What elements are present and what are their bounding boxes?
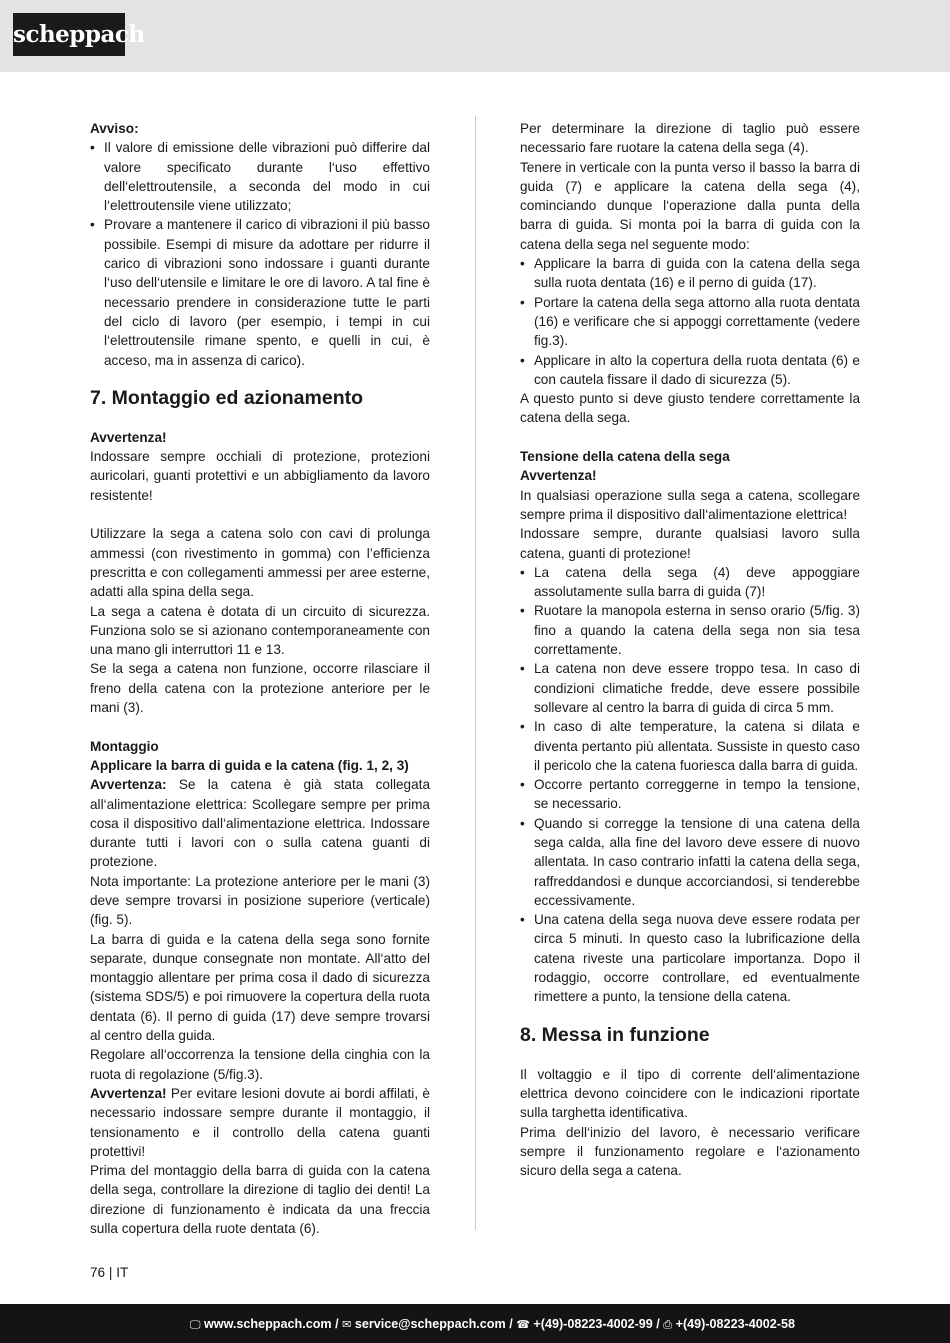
- footer-bar: 🖵 www.scheppach.com / ✉ service@scheppach.com / ☎ +(49)-08223-4002-99 / ⎙ +(49)-08223-4002-58: [0, 1304, 950, 1343]
- paragraph: La barra di guida e la catena della sega sono fornite separate, dunque consegnate non montate. All‘atto del montaggio allentare per prima cosa il dado di sicurezza (sistema SDS/5) e poi rimuovere la copertura della ruota dentata (6). Il perno di guida (17) deve sempre trovarsi al centro della guida.: [90, 931, 430, 1044]
- logo-text: scheppach: [13, 21, 145, 48]
- paragraph: A questo punto si deve giusto tendere correttamente la catena della sega.: [520, 391, 860, 426]
- left-column: [90, 119, 430, 1238]
- right-column: [520, 119, 860, 1180]
- paragraph: Prima del montaggio della barra di guida con la catena della sega, controllare la direzione di taglio dei denti! La direzione di funzionamento è indicata da una freccia sulla copertura della ruote dentata (6).: [90, 1163, 430, 1237]
- list-item: • Provare a mantenere il carico di vibrazioni il più basso possibile. Esempi di misure da adottare per ridurre il carico di vibrazioni sono indossare i guanti durante l‘uso dell‘utensile e limitare le ore di lavoro. A tal fine è necessario prendere in considerazione tutte le parti del ciclo di lavoro (per esempio, i tempi in cui l‘elettroutensile rimane spento, e quelli in cui, è acceso, ma in assenza di carico).: [90, 217, 430, 368]
- section-7-heading: 7. Montaggio ed azionamento: [90, 386, 364, 409]
- paragraph: Nota importante: La protezione anteriore per le mani (3) deve sempre trovarsi in posizione superiore (verticale) (fig. 5).: [90, 873, 430, 928]
- list-item: • La catena della sega (4) deve appoggiare assolutamente sulla barra di guida (7)!: [520, 564, 860, 600]
- list-item: • Una catena della sega nuova deve essere rodata per circa 5 minuti. In questo caso la lubrificazione della catena riveste una particolare importanza. Dopo il rodaggio, occorre controllare, ed eventualmente rimettere a punto, la tensione della catena.: [520, 912, 860, 1005]
- envelope-icon: ✉: [342, 1319, 352, 1331]
- paragraph: In qualsiasi operazione sulla sega a catena, scollegare sempre prima il dispositivo dall‘alimentazione elettrica!: [520, 487, 860, 522]
- applicare-title: Applicare la barra di guida e la catena (fig. 1, 2, 3): [90, 757, 409, 773]
- list-item: • Applicare la barra di guida con la catena della sega sulla ruota dentata (16) e il perno di guida (17).: [520, 256, 860, 291]
- tensione-title: Tensione della catena della sega: [520, 449, 730, 465]
- footer-phone: +(49)-08223-4002-99: [533, 1317, 653, 1331]
- page-number: 76 | IT: [90, 1265, 129, 1280]
- footer-website[interactable]: www.scheppach.com: [203, 1317, 332, 1331]
- list-item: • In caso di alte temperature, la catena si dilata e diventa pertanto più allentata. Sussiste in questo caso il pericolo che la catena fuoriesca dalla barra di guida.: [520, 719, 860, 773]
- paragraph: Indossare sempre, durante qualsiasi lavoro sulla catena, guanti di protezione!: [520, 526, 860, 561]
- column-divider: [475, 116, 476, 1230]
- paragraph: Se la sega a catena non funzione, occorre rilasciare il freno della catena con la protezione anteriore per le mani (3).: [90, 661, 430, 716]
- montaggio-title: Montaggio: [90, 738, 159, 754]
- paragraph: Regolare all‘occorrenza la tensione della cinghia con la ruota di regolazione (5/fig.3).: [90, 1047, 430, 1082]
- paragraph: Tenere in verticale con la punta verso il basso la barra di guida (7) e applicare la catena della sega (4), cominciando dunque l‘operazione dalla punta della barra di guida. Si monta poi la barra di guida con la catena della sega nel seguente modo:: [520, 159, 860, 252]
- paragraph: Utilizzare la sega a catena solo con cavi di prolunga ammessi (con rivestimento in gomma) con l’efficienza prescritta e con collegamenti ammessi per aree esterne, adatti alla spina della sega.: [90, 526, 430, 600]
- list-item: • Occorre pertanto correggerne in tempo la tensione, se necessario.: [520, 777, 860, 812]
- paragraph: Prima dell‘inizio del lavoro, è necessario verificare sempre il funzionamento regolare e l‘azionamento sicuro della sega a catena.: [520, 1124, 860, 1179]
- paragraph: Per determinare la direzione di taglio può essere necessario fare ruotare la catena della sega (4).: [520, 121, 860, 156]
- paragraph: Indossare sempre occhiali di protezione, protezioni auricolari, guanti protettivi e un abbigliamento da lavoro resistente!: [90, 449, 430, 503]
- monitor-icon: 🖵: [189, 1319, 201, 1331]
- paragraph: Avvertenza: Se la catena è già stata collegata all‘alimentazione elettrica: Scollegare sempre per prima cosa il dispositivo dall‘alimentazione elettrica. Indossare durante tutti i lavori con o sulla catena guanti di protezione.: [90, 777, 430, 870]
- avvertenza-title: Avvertenza!: [520, 468, 597, 484]
- section-8-heading: 8. Messa in funzione: [520, 1023, 710, 1046]
- list-item: • Ruotare la manopola esterna in senso orario (5/fig. 3) fino a quando la catena della sega non sia tesa correttamente.: [520, 603, 860, 658]
- list-item: • Applicare in alto la copertura della ruota dentata (6) e con cautela fissare il dado di sicurezza (5).: [520, 352, 860, 387]
- footer-fax: +(49)-08223-4002-58: [675, 1317, 795, 1331]
- scheppach-logo: [13, 13, 145, 56]
- avviso-list: [90, 138, 430, 370]
- montaggio-list: [520, 254, 860, 389]
- list-item: • La catena non deve essere troppo tesa. In caso di condizioni climatiche fredde, deve essere possibile sollevare al centro la barra di guida di circa 5 mm.: [520, 661, 860, 715]
- tensione-list: [520, 563, 860, 1007]
- header-band: [0, 0, 950, 72]
- list-item: • Portare la catena della sega attorno alla ruota dentata (16) e verificare che si appoggi correttamente (vedere fig.3).: [520, 294, 860, 349]
- avvertenza-title: Avvertenza!: [90, 429, 167, 445]
- list-item: • Il valore di emissione delle vibrazioni può differire dal valore specificato durante l‘uso effettivo dell‘elettroutensile, a seconda del modo in cui l‘elettroutensile viene utilizzato;: [90, 140, 430, 214]
- paragraph: Avvertenza! Per evitare lesioni dovute ai bordi affilati, è necessario indossare sempre durante il montaggio, il tensionamento e il controllo della catena guanti protettivi!: [90, 1085, 430, 1159]
- footer-email[interactable]: service@scheppach.com: [354, 1317, 506, 1331]
- paragraph: La sega a catena è dotata di un circuito di sicurezza. Funziona solo se si azionano contemporaneamente con una mano gli interruttori 11 e 13.: [90, 603, 430, 658]
- telephone-icon: ☎: [516, 1319, 530, 1331]
- fax-icon: ⎙: [663, 1319, 673, 1331]
- list-item: • Quando si corregge la tensione di una catena della sega calda, alla fine del lavoro deve essere di nuovo allentata. In caso contrario infatti la catena della sega, raffreddandosi e dunque accorciandosi, si tenderebbe eccessivamente.: [520, 815, 860, 908]
- avviso-title: Avviso:: [90, 121, 139, 136]
- paragraph: Il voltaggio e il tipo di corrente dell‘alimentazione elettrica devono coincidere con le indicazioni riportate sulla targhetta identificativa.: [520, 1066, 860, 1121]
